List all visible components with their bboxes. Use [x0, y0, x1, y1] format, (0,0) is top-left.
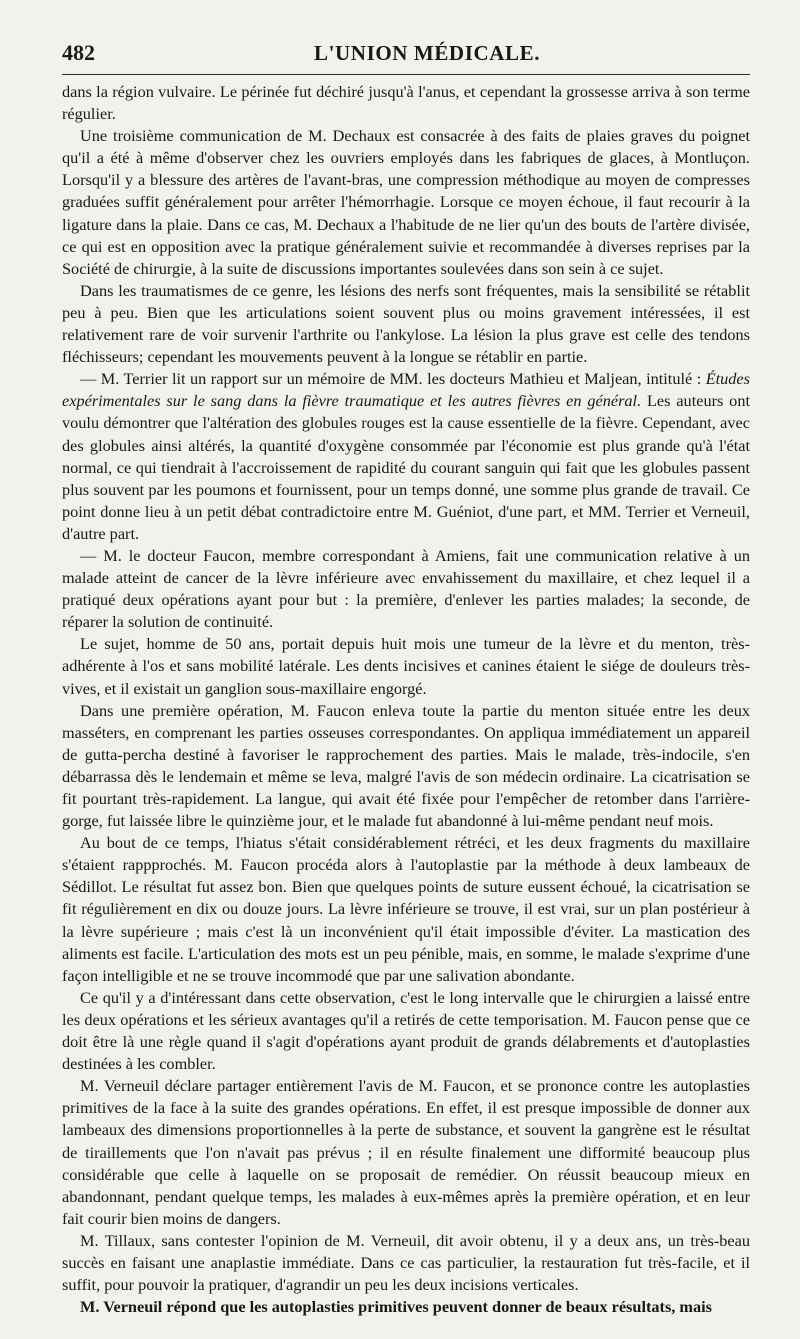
paragraph: Le sujet, homme de 50 ans, portait depuis huit mois une tumeur de la lèvre et du menton, très-adhérente à l'os et sans mobilité latérale. Les dents incisives et canines étaient le siége de douleurs très-vives, et il existait un ganglion sous-maxillaire engorgé.	[62, 634, 750, 698]
page-number: 482	[62, 40, 95, 65]
paragraph: Dans une première opération, M. Faucon enleva toute la partie du menton située entre les deux masséters, en comprenant les parties osseuses correspondantes. On appliqua immédiatement un appareil de gutta-percha destiné à favoriser le rapprochement des parties. Mais le malade, très-indocile, s'en débarrassa dès le lendemain et même se leva, malgré l'avis de son médecin ordinaire. La cicatrisation se fit pourtant très-rapidement. La langue, qui avait été fixée pour l'empêcher de retomber dans l'arrière-gorge, fut laissée libre le quinzième jour, et le malade fut abandonné à lui-même pendant neuf mois.	[62, 700, 750, 831]
paragraph-text: Les auteurs ont voulu démontrer que l'altération des globules rouges est la cause essentielle de la fièvre. Cependant, avec des globules ainsi altérés, la quantité d'oxygène consommée par l'économie est plus grande qu'à l'état normal, ce qui tiendrait à l'accroissement de rapidité du courant sanguin qui fait que les globules passent plus souvent par les poumons et fournissent, pour un temps donné, une somme plus grande de travail. Ce point donne lieu à un petit débat contradictoire entre M. Guéniot, d'une part, et MM. Terrier et Verneuil, d'autre part.	[62, 391, 750, 543]
paragraph: — M. le docteur Faucon, membre correspondant à Amiens, fait une communication relative à un malade atteint de cancer de la lèvre inférieure avec envahissement du maxillaire, et chez lequel il a pratiqué deux opérations ayant pour but : la première, d'enlever les parties malades; la seconde, de réparer la solution de continuité.	[62, 545, 750, 632]
journal-title: L'UNION MÉDICALE.	[314, 41, 541, 65]
paragraph-text: — M. Terrier lit un rapport sur un mémoire de MM. les docteurs Mathieu et Maljean, intitulé :	[80, 369, 706, 389]
article-body	[62, 81, 750, 1318]
paragraph: dans la région vulvaire. Le périnée fut déchiré jusqu'à l'anus, et cependant la grossesse arriva à son terme régulier.	[62, 82, 750, 124]
paragraph: M. Tillaux, sans contester l'opinion de M. Verneuil, dit avoir obtenu, il y a deux ans, un très-beau succès en faisant une anaplastie immédiate. Dans ce cas particulier, la restauration fut très-facile, et il suffit, pour pouvoir la pratiquer, d'agrandir un peu les deux incisions verticales.	[62, 1230, 750, 1295]
paragraph: Ce qu'il y a d'intéressant dans cette observation, c'est le long intervalle que le chirurgien a laissé entre les deux opérations et les sérieux avantages qu'il a retirés de cette temporisation. M. Faucon pense que ce doit être là une règle quand il s'agit d'opérations ayant produit de grands délabrements et d'autoplasties destinées à les combler.	[62, 987, 750, 1074]
paragraph: M. Verneuil déclare partager entièrement l'avis de M. Faucon, et se prononce contre les autoplasties primitives de la face à la suite des grandes opérations. En effet, il est presque impossible de donner aux lambeaux des dimensions proportionnelles à la perte de substance, et souvent la gangrène est le résultat de tiraillements que l'on n'avait pas prévus ; il en résulte finalement une difformité beaucoup plus considérable que celle à laquelle on se proposait de remédier. On réussit beaucoup mieux en abandonnant, pendant quelque temps, les malades à eux-mêmes après la première opération, et en leur fait courir bien moins de dangers.	[62, 1076, 750, 1228]
paragraph: Dans les traumatismes de ce genre, les lésions des nerfs sont fréquentes, mais la sensibilité se rétablit peu à peu. Bien que les articulations soient souvent plus ou moins gravement intéressées, il est relativement rare de voir survenir l'arthrite ou l'ankylose. La lésion la plus grave est celle des tendons fléchisseurs; cependant les mouvements peuvent à la longue se rétablir en partie.	[62, 280, 750, 367]
paragraph: M. Verneuil répond que les autoplasties primitives peuvent donner de beaux résultats, mais	[80, 1297, 712, 1317]
paragraph: Au bout de ce temps, l'hiatus s'était considérablement rétréci, et les deux fragments du maxillaire s'étaient rappprochés. M. Faucon procéda alors à l'autoplastie par la méthode à deux lambeaux de Sédillot. Le résultat fut assez bon. Bien que quelques points de suture eussent échoué, la cicatrisation se fit régulièrement en dix ou douze jours. La lèvre inférieure se trouve, il est vrai, sur un plan postérieur à la lèvre supérieure ; mais c'est là un inconvénient qu'il était impossible d'éviter. La mastication des aliments est facile. L'articulation des mots est un peu pénible, mais, en somme, le malade s'exprime d'une façon intelligible et ne se trouve incommodé que par une salivation abondante.	[62, 833, 750, 985]
memoir-title: Études expérimentales sur le sang dans la fièvre traumatique et les autres fièvres en général.	[62, 369, 750, 411]
running-head	[62, 40, 750, 75]
paragraph: Une troisième communication de M. Dechaux est consacrée à des faits de plaies graves du poignet qu'il a été à même d'observer chez les ouvriers employés dans les fabriques de glaces, à Montluçon. Lorsqu'il y a blessure des artères de l'avant-bras, une compression méthodique au moyen de compresses graduées suffit généralement pour arrêter l'hémorrhagie. Lorsque ce moyen échoue, il faut recourir à la ligature dans la plaie. Dans ce cas, M. Dechaux a l'habitude de ne lier qu'un des bouts de l'artère divisée, ce qui est en opposition avec la pratique généralement suivie et recommandée à diverses reprises par la Société de chirurgie, à la suite de discussions importantes soulevées dans son sein à ce sujet.	[62, 126, 750, 278]
paragraph	[62, 368, 750, 545]
